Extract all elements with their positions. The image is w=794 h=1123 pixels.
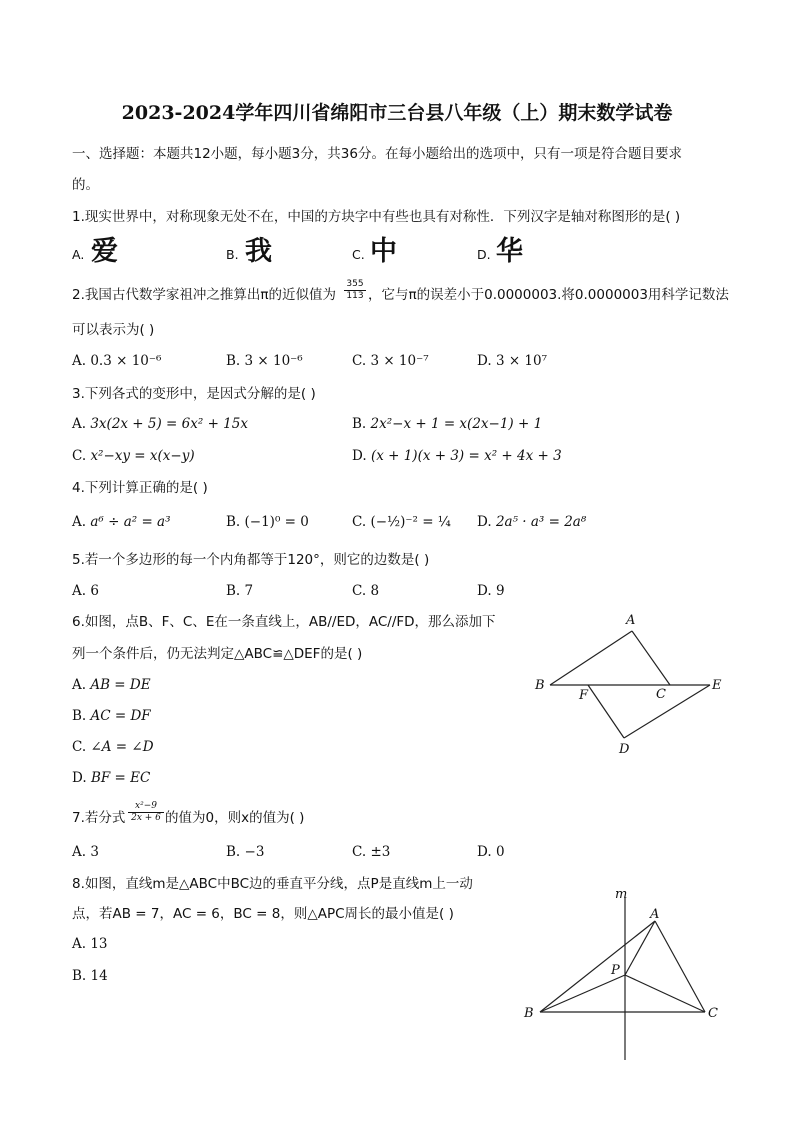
q5-option-d-letter: D. <box>477 583 492 599</box>
q3-option-a-letter: A. <box>72 416 87 432</box>
q2-fraction-numerator: 355 <box>344 279 366 291</box>
q1-option-d-letter: D. <box>477 247 491 262</box>
q7-option-c-text: ±3 <box>370 844 391 860</box>
q7-option-c-letter: C. <box>352 844 367 860</box>
q5-stem: 5.若一个多边形的每一个内角都等于120°，则它的边数是( ) <box>72 552 430 568</box>
q3-option-c <box>72 447 195 465</box>
q7-option-b <box>226 843 264 861</box>
q4-option-a <box>72 513 171 531</box>
q4-option-a-letter: A. <box>72 514 87 530</box>
q3-option-d-letter: D. <box>352 448 367 464</box>
section-heading-cont: 的。 <box>72 177 99 193</box>
q6-option-c-letter: C. <box>72 739 87 755</box>
q4-option-b-letter: B. <box>226 514 241 530</box>
q4-option-d <box>477 513 586 531</box>
q2-option-a-text: 0.3 × 10⁻⁶ <box>90 353 162 369</box>
q8-label-b: B <box>524 1006 534 1021</box>
q4-option-c-letter: C. <box>352 514 367 530</box>
q5-option-b-text: 7 <box>244 583 254 599</box>
q1-option-b-char: 我 <box>245 236 272 267</box>
q6-label-f: F <box>579 688 589 703</box>
q6-figure <box>520 605 740 765</box>
q6-segment-fd <box>588 685 624 738</box>
q2-stem-start: 2.我国古代数学家祖冲之推算出π的近似值为 <box>72 287 337 303</box>
q8-label-a: A <box>650 907 660 922</box>
q7-stem-end: 的值为0，则x的值为( ) <box>165 810 305 826</box>
q7-fraction-denominator: 2x + 6 <box>131 813 161 823</box>
q3-option-d-text: (x + 1)(x + 3) = x² + 4x + 3 <box>370 448 562 464</box>
q6-option-b-text: AC = DF <box>90 708 151 724</box>
q6-segment-de <box>624 685 710 738</box>
q8-option-b-letter: B. <box>72 968 87 984</box>
q8-option-a-text: 13 <box>90 936 108 952</box>
q2-fraction-denominator: 113 <box>346 291 364 301</box>
q7-option-a <box>72 843 99 861</box>
q6-option-c <box>72 738 154 756</box>
q8-segment-pc <box>625 975 705 1012</box>
q5-option-a-letter: A. <box>72 583 87 599</box>
q3-option-b <box>352 415 542 433</box>
q1-option-c-letter: C. <box>352 247 365 262</box>
q6-label-b: B <box>535 678 545 693</box>
q6-label-c: C <box>656 687 666 702</box>
q5-option-a <box>72 582 99 600</box>
q7-option-a-text: 3 <box>90 844 99 860</box>
q2-option-d-text: 3 × 10⁷ <box>495 353 548 369</box>
q2-stem-line2: 可以表示为( ) <box>72 322 155 338</box>
q8-segment-pa <box>625 921 655 975</box>
q5-option-c-text: 8 <box>370 583 380 599</box>
q6-option-a <box>72 676 151 694</box>
q8-option-a-letter: A. <box>72 936 87 952</box>
q8-segment-ac <box>655 921 705 1012</box>
q8-label-p: P <box>611 963 620 978</box>
q5-option-c <box>352 582 379 600</box>
q3-option-d <box>352 447 562 465</box>
q6-option-b-letter: B. <box>72 708 87 724</box>
q8-label-m: m <box>615 887 628 902</box>
q4-option-c <box>352 513 451 531</box>
q1-option-c-char: 中 <box>370 236 397 267</box>
q6-option-c-text: ∠A = ∠D <box>90 739 154 755</box>
q1-option-d-char: 华 <box>496 236 523 267</box>
q5-option-d-text: 9 <box>495 583 505 599</box>
q8-label-c: C <box>708 1006 718 1021</box>
q7-fraction-numerator: x²−9 <box>128 801 164 813</box>
q6-option-b <box>72 707 151 725</box>
q7-fraction <box>128 801 164 824</box>
q2-option-a-letter: A. <box>72 353 87 369</box>
q7-option-a-letter: A. <box>72 844 87 860</box>
q6-stem-line1: 6.如图，点B、F、C、E在一条直线上，AB//ED，AC//FD，那么添加下 <box>72 614 496 630</box>
q4-option-d-text: 2a⁵ · a³ = 2a⁸ <box>495 514 587 530</box>
q8-option-a <box>72 935 108 953</box>
q6-label-a: A <box>626 613 636 628</box>
q1-stem: 1.现实世界中，对称现象无处不在，中国的方块字中有些也具有对称性．下列汉字是轴对称图形的是( ) <box>72 209 681 225</box>
q6-label-d: D <box>619 742 630 757</box>
q6-segment-ab <box>550 631 632 685</box>
q7-option-c <box>352 843 390 861</box>
q4-option-b-text: (−1)⁰ = 0 <box>244 514 309 530</box>
q3-option-c-letter: C. <box>72 448 87 464</box>
q6-option-d <box>72 769 150 787</box>
q2-option-a <box>72 352 161 370</box>
q2-option-c-letter: C. <box>352 353 367 369</box>
q8-segment-ab <box>540 921 655 1012</box>
q3-option-b-text: 2x²−x + 1 = x(2x−1) + 1 <box>370 416 543 432</box>
q8-stem-line2: 点，若AB = 7，AC = 6，BC = 8，则△APC周长的最小值是( ) <box>72 906 454 922</box>
q2-stem-end: ，它与π的误差小于0.0000003.将0.0000003用科学记数法 <box>368 287 729 303</box>
q5-option-b <box>226 582 253 600</box>
section-heading: 一、选择题：本题共12小题，每小题3分，共36分。在每小题给出的选项中，只有一项是符合题目要求 <box>72 146 682 162</box>
q2-option-b <box>226 352 303 370</box>
q7-option-d <box>477 843 505 861</box>
q8-stem-line1: 8.如图，直线m是△ABC中BC边的垂直平分线，点P是直线m上一动 <box>72 876 473 892</box>
q3-option-b-letter: B. <box>352 416 367 432</box>
q5-option-a-text: 6 <box>90 583 99 599</box>
q7-option-d-letter: D. <box>477 844 492 860</box>
q6-option-d-letter: D. <box>72 770 87 786</box>
q6-option-a-text: AB = DE <box>90 677 151 693</box>
q6-label-e: E <box>712 678 722 693</box>
q6-stem-line2: 列一个条件后，仍无法判定△ABC≌△DEF的是( ) <box>72 646 363 662</box>
q7-option-d-text: 0 <box>495 844 505 860</box>
q8-figure <box>515 880 730 1065</box>
q2-option-b-letter: B. <box>226 353 241 369</box>
q3-option-a-text: 3x(2x + 5) = 6x² + 15x <box>90 416 248 432</box>
q1-option-a-char: 爱 <box>91 236 118 267</box>
q8-option-b <box>72 967 108 985</box>
q4-option-b <box>226 513 309 531</box>
q8-segment-bp <box>540 975 625 1012</box>
q2-option-d-letter: D. <box>477 353 492 369</box>
q8-option-b-text: 14 <box>90 968 108 984</box>
q7-stem-start: 7.若分式 <box>72 810 126 826</box>
q2-fraction <box>344 279 366 302</box>
q3-option-a <box>72 415 248 433</box>
q5-option-c-letter: C. <box>352 583 367 599</box>
q4-option-d-letter: D. <box>477 514 492 530</box>
q2-option-d <box>477 352 547 370</box>
q5-option-b-letter: B. <box>226 583 241 599</box>
q4-option-a-text: a⁶ ÷ a² = a³ <box>90 514 171 530</box>
q7-option-b-letter: B. <box>226 844 241 860</box>
q3-option-c-text: x²−xy = x(x−y) <box>90 448 195 464</box>
q5-option-d <box>477 582 505 600</box>
q2-option-b-text: 3 × 10⁻⁶ <box>244 353 303 369</box>
q2-option-c-text: 3 × 10⁻⁷ <box>370 353 429 369</box>
q1-option-a-letter: A. <box>72 247 85 262</box>
q7-option-b-text: −3 <box>244 844 265 860</box>
q4-option-c-text: (−½)⁻² = ¼ <box>370 514 451 530</box>
q6-option-d-text: BF = EC <box>90 770 151 786</box>
q4-stem: 4.下列计算正确的是( ) <box>72 480 208 496</box>
q6-segment-ac <box>632 631 670 685</box>
exam-title: 2023-2024学年四川省绵阳市三台县八年级（上）期末数学试卷 <box>121 102 673 124</box>
q2-option-c <box>352 352 429 370</box>
q3-stem: 3.下列各式的变形中，是因式分解的是( ) <box>72 386 316 402</box>
q1-option-b-letter: B. <box>226 247 239 262</box>
q6-option-a-letter: A. <box>72 677 87 693</box>
